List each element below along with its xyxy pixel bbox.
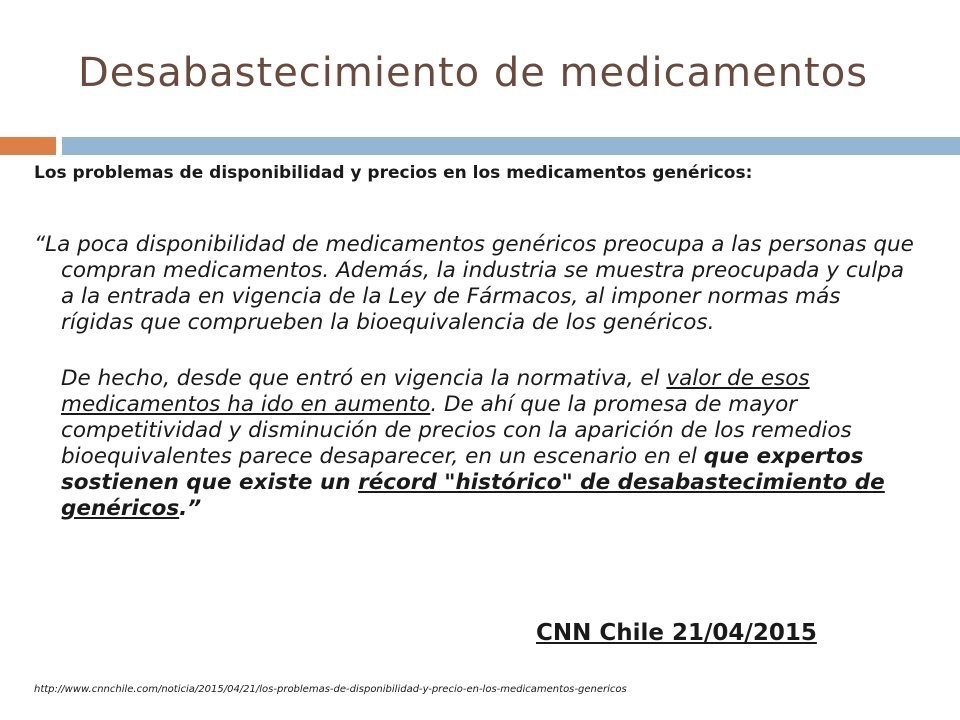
quote-text: . De ahí que la promesa de mayor competitividad y disminución de precios con la aparición de los remedios bioequivalentes parece desaparecer, en un escenario en el [61,392,852,469]
quote-underlined-text: valor de esos medicamentos ha ido en aumento [61,366,810,417]
quote-bold-text: que expertos sostienen que existe un [61,444,864,495]
source-citation: CNN Chile 21/04/2015 [536,620,817,646]
source-url[interactable]: http://www.cnnchile.com/noticia/2015/04/21/los-problemas-de-disponibilidad-y-precio-en-los-medicamentos-genericos [34,684,627,695]
slide-subtitle: Los problemas de disponibilidad y precios en los medicamentos genéricos: [34,163,753,183]
quote-bold-underlined-text: récord "histórico" de desabastecimiento de genéricos [61,470,885,521]
accent-bar-orange [0,137,56,155]
quote-text: De hecho, desde que entró en vigencia la normativa, el [61,366,667,391]
quote-block [34,232,914,522]
quote-paragraph-2 [34,366,914,522]
accent-bar-blue [62,137,960,155]
quote-closing: .” [179,496,202,521]
quote-paragraph-1: “La poca disponibilidad de medicamentos genéricos preocupa a las personas que compran medicamentos. Además, la industria se muestra preocupada y culpa a la entrada en vigencia de la Ley de Fármacos, al imponer normas más rígidas que comprueben la bioequivalencia de los genéricos. [34,232,914,335]
slide-title: Desabastecimiento de medicamentos [78,50,869,96]
